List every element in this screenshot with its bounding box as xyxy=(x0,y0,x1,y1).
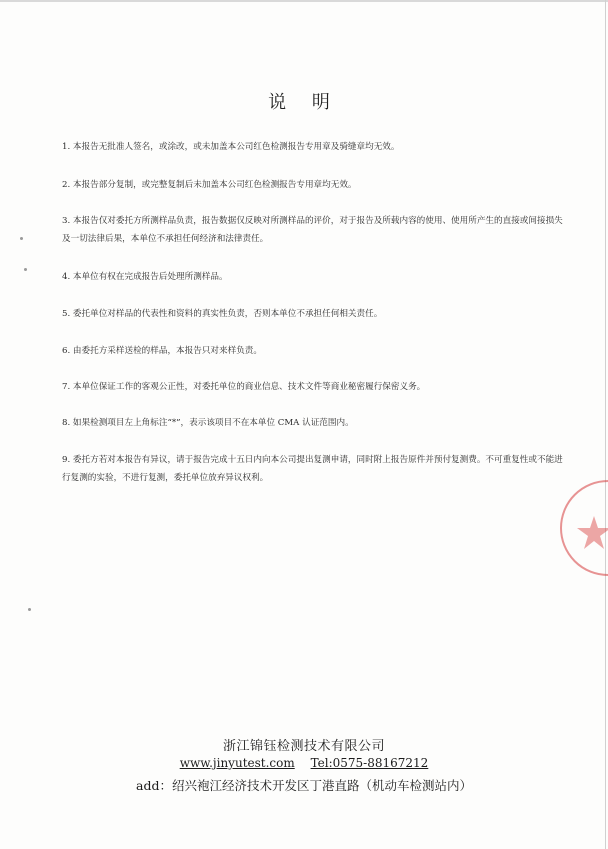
company-seal-stamp xyxy=(560,480,608,576)
clause-2: 2. 本报告部分复制，或完整复制后未加盖本公司红色检测报告专用章均无效。 xyxy=(62,180,357,190)
clause-6: 6. 由委托方采样送检的样品，本报告只对来样负责。 xyxy=(62,346,262,356)
footer-contact xyxy=(0,756,608,770)
clause-3: 3. 本报告仅对委托方所测样品负责，报告数据仅反映对所测样品的评价，对于报告及所载内容的使用、使用所产生的直接或间接损失及一切法律后果，本单位不承担任何经济和法律责任。 xyxy=(62,216,563,244)
scan-edge-top xyxy=(0,0,608,2)
clause-7: 7. 本单位保证工作的客观公正性，对委托单位的商业信息、技术文件等商业秘密履行保密义务。 xyxy=(62,382,426,392)
seal-star-icon xyxy=(574,512,608,552)
footer-company-name: 浙江锦钰检测技术有限公司 xyxy=(222,739,385,754)
clause-1: 1. 本报告无批准人签名，或涂改，或未加盖本公司红色检测报告专用章及骑缝章均无效。 xyxy=(62,142,400,152)
scan-speck xyxy=(24,268,27,271)
scan-edge-right xyxy=(605,0,606,849)
clause-4: 4. 本单位有权在完成报告后处理所测样品。 xyxy=(62,272,228,282)
clause-9: 9. 委托方若对本报告有异议，请于报告完成十五日内向本公司提出复测申请，同时附上报告原件并预付复测费。不可重复性或不能进行复测的实验，不进行复测，委托单位放弃异议权利。 xyxy=(62,455,563,483)
scan-speck xyxy=(20,237,23,240)
footer-website: www.jinyutest.com xyxy=(179,756,295,770)
scan-speck xyxy=(28,608,31,611)
footer-address: add：绍兴袍江经济技术开发区丁港直路（机动车检测站内） xyxy=(136,778,472,793)
page-title: 说 明 xyxy=(268,92,340,113)
footer-tel: Tel:0575-88167212 xyxy=(310,756,429,770)
clause-8: 8. 如果检测项目左上角标注“*”，表示该项目不在本单位 CMA 认证范围内。 xyxy=(62,418,354,428)
clause-5: 5. 委托单位对样品的代表性和资料的真实性负责，否则本单位不承担任何相关责任。 xyxy=(62,309,383,319)
